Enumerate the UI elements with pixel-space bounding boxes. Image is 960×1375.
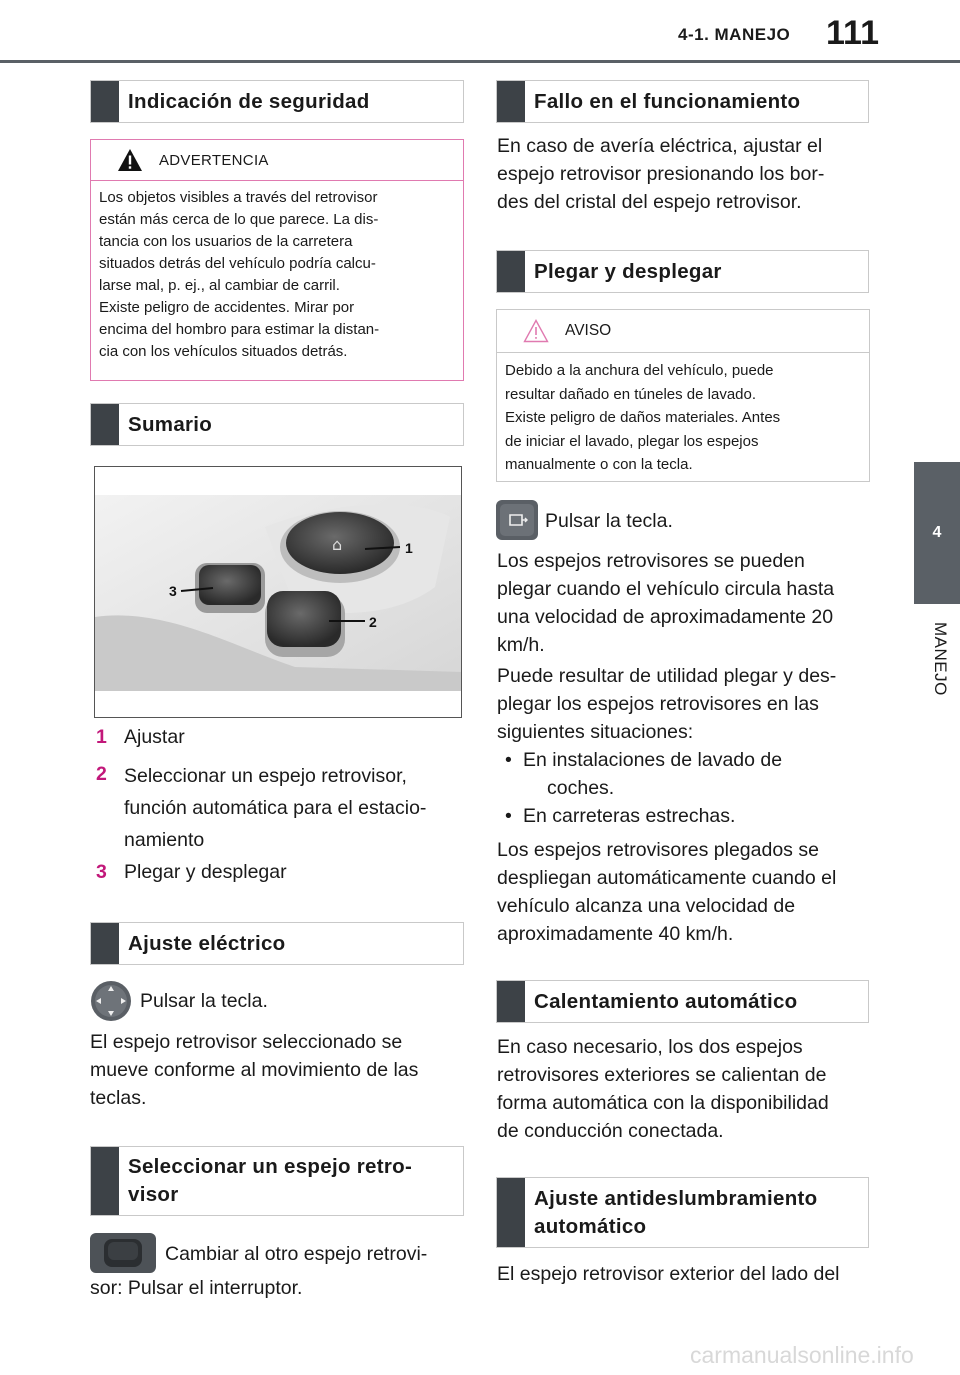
warning-text: Los objetos visibles a través del retrovisor están más cerca de lo que parece. La dis- tancia con los usuarios de la carretera situados detrás del vehículo podría calcu- larse mal, p. ej., al cambiar de carril. Existe peligro de accidentes. Mirar por encima del hombro para estimar la distan- cia con los vehículos situados detrás. — [99, 189, 380, 360]
antides-paragraph: El espejo retrovisor exterior del lado del — [497, 1263, 840, 1285]
legend-text-2: Seleccionar un espejo retrovisor, función automática para el estacio- namiento — [124, 765, 427, 851]
notice-box — [496, 309, 870, 482]
section-header: 4-1. MANEJO — [678, 25, 791, 44]
cambiar-text: Cambiar al otro espejo retrovi- — [165, 1243, 428, 1265]
chapter-number: 4 — [932, 524, 942, 541]
calentamiento-paragraph: En caso necesario, los dos espejos retrovisores exteriores se calientan de forma automática con la disponibilidad de conducción conectada. — [497, 1036, 829, 1142]
section-heading-calentamiento: Calentamiento automático — [496, 980, 869, 1023]
chapter-tab[interactable] — [914, 462, 960, 604]
bullet-mark-2: • — [505, 805, 512, 827]
notice-title: AVISO — [565, 322, 612, 339]
section-heading-seguridad: Indicación de seguridad — [90, 80, 464, 123]
adjust-joystick-icon — [90, 980, 132, 1022]
section-heading-plegar: Plegar y desplegar — [496, 250, 869, 293]
fallo-paragraph: En caso de avería eléctrica, ajustar el espejo retrovisor presionando los bor- des del cristal del espejo retrovisor. — [497, 135, 825, 213]
page-number: 111 — [826, 14, 879, 52]
warning-box — [90, 139, 464, 381]
mirror-select-switch-icon — [90, 1233, 156, 1273]
section-heading-seleccionar: Seleccionar un espejo retro- visor — [90, 1146, 464, 1216]
notice-text: Debido a la anchura del vehículo, puede resultar dañado en túneles de lavado. Existe peligro de daños materiales. Antes de iniciar el lavado, plegar los espejos manualmente o con la tecla. — [505, 362, 781, 473]
ajuste-paragraph: El espejo retrovisor seleccionado se mueve conforme al movimiento de las teclas. — [90, 1031, 419, 1109]
warning-title: ADVERTENCIA — [159, 151, 269, 169]
pulsar-text-1: Pulsar la tecla. — [140, 990, 268, 1012]
fold-mirror-button-icon — [496, 500, 538, 540]
bullet-item-2: En carreteras estrechas. — [523, 805, 736, 827]
watermark: carmanualsonline.info — [690, 1342, 914, 1368]
legend-item-3: 3 — [96, 861, 107, 883]
section-heading-ajuste: Ajuste eléctrico — [90, 922, 464, 965]
callout-1: 1 — [405, 540, 413, 556]
bullet-mark-1: • — [505, 749, 512, 771]
para-3: Los espejos retrovisores plegados se despliegan automáticamente cuando el vehículo alcanza una velocidad de aproximadamente 40 km/h. — [497, 839, 837, 945]
section-heading-sumario: Sumario — [90, 403, 464, 446]
pulsar-text-2: Pulsar la tecla. — [545, 510, 673, 532]
legend-text-1: Ajustar — [124, 726, 185, 748]
section-heading-antideslumbramiento: Ajuste antideslumbramiento automático — [496, 1177, 869, 1248]
legend-item-2: 2 — [96, 763, 107, 785]
para-2: Puede resultar de utilidad plegar y des- plegar los espejos retrovisores en las siguientes situaciones: — [497, 665, 837, 743]
para-1: Los espejos retrovisores se pueden plegar cuando el vehículo circula hasta una velocidad de aproximadamente 20 km/h. — [497, 550, 835, 656]
mirror-controls-illustration — [94, 466, 462, 718]
header-rule — [0, 60, 960, 63]
legend-item-1: 1 — [96, 726, 107, 748]
cambiar-text-2: sor: Pulsar el interruptor. — [90, 1277, 303, 1299]
callout-2: 2 — [369, 614, 377, 630]
callout-3: 3 — [169, 583, 177, 599]
notice-icon — [523, 319, 549, 343]
chapter-label: MANEJO — [931, 622, 950, 696]
legend-text-3: Plegar y desplegar — [124, 861, 287, 883]
section-heading-fallo: Fallo en el funcionamiento — [496, 80, 869, 123]
bullet-item-1: En instalaciones de lavado de coches. — [523, 749, 783, 799]
svg-text:⌂: ⌂ — [332, 535, 343, 554]
warning-icon — [117, 148, 143, 172]
